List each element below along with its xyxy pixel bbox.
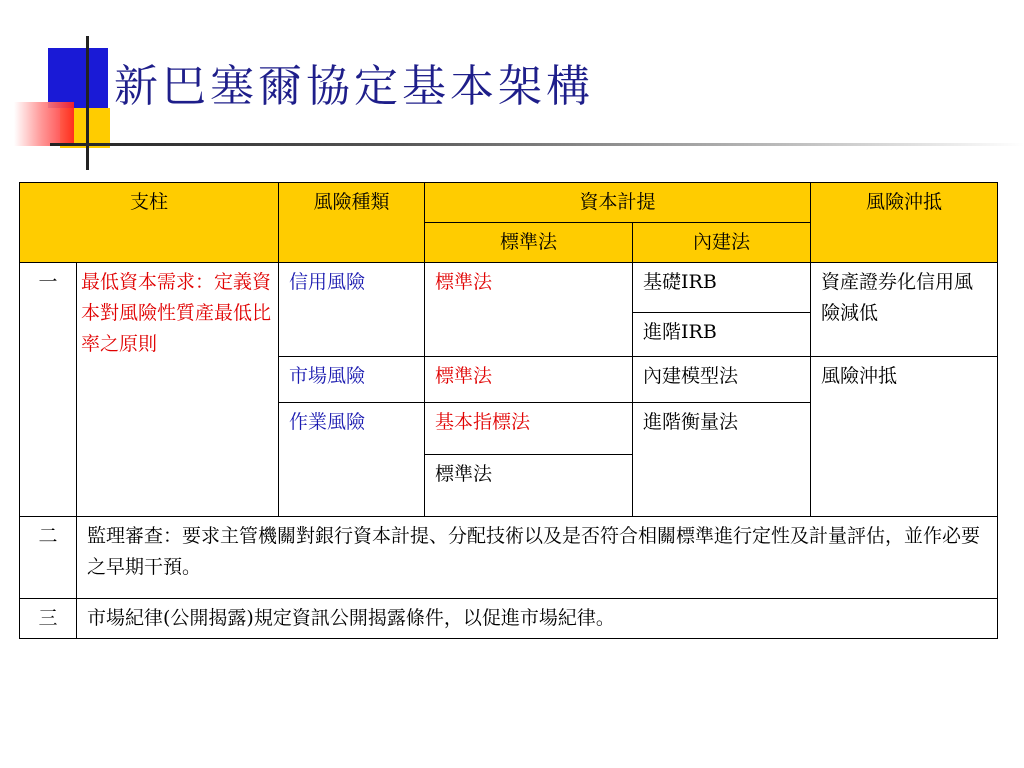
header-internal-method: 內建法 [633,223,811,263]
internal-method-cell: 內建模型法 [633,357,811,403]
logo-red-gradient-square [14,102,74,146]
risk-type-cell: 信用風險 [279,263,425,357]
pillar-description: 市場紀律(公開揭露)規定資訊公開揭露條件，以促進市場紀律。 [77,599,998,639]
pillar-number: 二 [20,517,77,599]
pillar-number: 三 [20,599,77,639]
header-capital-provision: 資本計提 [425,183,811,223]
header-risk-mitigation: 風險沖抵 [811,183,998,263]
header-row-1 [20,183,998,223]
header-pillar: 支柱 [20,183,279,263]
table-row [20,599,998,639]
logo-vertical-line [86,36,89,170]
table-row [20,263,998,313]
standard-method-cell: 標準法 [425,357,633,403]
standard-method-cell: 標準法 [425,455,633,517]
internal-method-cell: 基礎IRB [633,263,811,313]
logo-blue-square [48,48,108,108]
table-row [20,517,998,599]
standard-method-cell: 基本指標法 [425,403,633,455]
internal-method-cell: 進階衡量法 [633,403,811,517]
pillar-number: 一 [20,263,77,517]
internal-method-cell: 進階IRB [633,313,811,357]
title-underline [50,143,1024,146]
risk-type-cell: 市場風險 [279,357,425,403]
pillar-description: 監理審查：要求主管機關對銀行資本計提、分配技術以及是否符合相關標準進行定性及計量評估，並作必要之早期干預。 [77,517,998,599]
header-risk-type: 風險種類 [279,183,425,263]
header-standard-method: 標準法 [425,223,633,263]
mitigation-cell: 資產證券化信用風險減低 [811,263,998,357]
mitigation-cell: 風險沖抵 [811,357,998,517]
framework-table [19,182,998,639]
pillar-description: 最低資本需求：定義資本對風險性質產最低比率之原則 [77,263,279,517]
slide-title: 新巴塞爾協定基本架構 [114,61,594,112]
risk-type-cell: 作業風險 [279,403,425,517]
standard-method-cell: 標準法 [425,263,633,357]
